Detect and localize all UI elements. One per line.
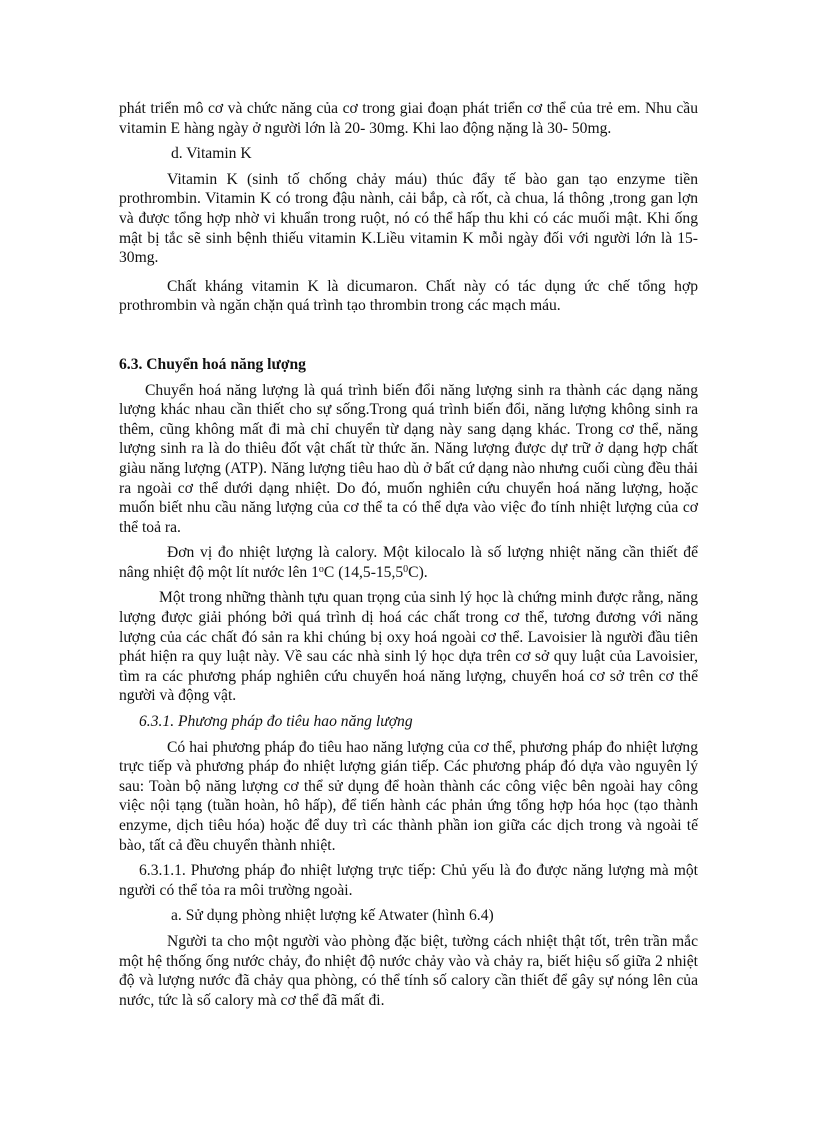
heading-vitamin-k: d. Vitamin K [171,145,252,163]
subsection-heading-measurement: 6.3.1. Phương pháp đo tiêu hao năng lượng [139,713,413,731]
paragraph-lavoisier: Một trong những thành tựu quan trọng của sinh lý học là chứng minh được rằng, năng lượng được giải phóng bởi quá trình dị hoá các chất trong cơ thể, tương đương với năng lượng của các chất đó sản ra khi chúng bị oxy hoá ngoài cơ thể. Lavoisier là người đầu tiên phát hiện ra quy luật này. Về sau các nhà sinh lý học dựa trên cơ sở quy luật của Lavoisier, tìm ra các phương pháp nghiên cứu chuyển hoá năng lượng, chuyển hoá cơ sở trên cơ thể người và động vật. [119,589,698,705]
paragraph-vitamin-e-end: phát triển mô cơ và chức năng của cơ trong giai đoạn phát triển cơ thể của trẻ em. Nhu cầu vitamin E hàng ngày ở người lớn là 20- 30mg. Khi lao động nặng là 30- 50mg. [119,100,698,137]
calorie-text-2: C (14,5-15,5 [323,563,404,581]
section-heading-energy-metabolism: 6.3. Chuyển hoá năng lượng [119,355,306,373]
calorie-text-3: C). [408,563,428,581]
paragraph-calorie-unit [119,543,698,582]
paragraph-vitamin-k: Vitamin K (sinh tố chống chảy máu) thúc đẩy tế bào gan tạo enzyme tiền prothrombin. Vitamin K có trong đậu nành, cải bắp, cà rốt, cà chua, lá thông ,trong gan lợn và được tổng hợp nhờ vi khuẩn trong ruột, nó có thể hấp thu khi có các muối mật. Khi ống mật bị tắc sẽ sinh bệnh thiếu vitamin K.Liều vitamin K mỗi ngày đối với người lớn là 15- 30mg. [119,170,698,267]
degree-sup-2: 0 [403,563,409,575]
paragraph-measurement-methods: Có hai phương pháp đo tiêu hao năng lượng của cơ thể, phương pháp đo nhiệt lượng trực tiếp và phương pháp đo nhiệt lượng gián tiếp. Các phương pháp đó dựa vào nguyên lý sau: Toàn bộ năng lượng cơ thể sử dụng để hoàn thành các công việc bên ngoài hay công việc nội tạng (tuần hoàn, hô hấp), để tiến hành các phản ứng tổng hợp hóa học (tạo thành enzyme, dịch tiêu hóa) hoặc để duy trì các thành phần ion giữa các dịch trong và ngoài tế bào, tất cả đều chuyển thành nhiệt. [119,738,698,854]
paragraph-energy-metabolism: Chuyển hoá năng lượng là quá trình biến đổi năng lượng sinh ra thành các dạng năng lượng khác nhau cần thiết cho sự sống.Trong quá trình biến đổi, năng lượng không sinh ra thêm, cũng không mất đi mà chỉ chuyển từ dạng này sang dạng khác. Trong cơ thể, năng lượng sinh ra là do thiêu đốt vật chất từ thức ăn. Năng lượng được dự trữ ở dạng hợp chất giàu năng lượng (ATP). Năng lượng tiêu hao dù ở bất cứ dạng nào nhưng cuối cùng đều thải ra ngoài cơ thể dưới dạng nhiệt. Do đó, muốn nghiên cứu chuyển hoá năng lượng, hoặc muốn biết nhu cầu năng lượng của cơ thể ta có thể dựa vào việc đo tính nhiệt lượng của cơ thể toả ra. [119,381,698,536]
calorie-text-1: Đơn vị đo nhiệt lượng là calory. Một kilocalo là số lượng nhiệt năng cần thiết để nâng nhiệt độ một lít nước lên 1 [119,544,698,581]
paragraph-direct-calorimetry: 6.3.1.1. Phương pháp đo nhiệt lượng trực tiếp: Chủ yếu là đo được năng lượng mà một người có thể tỏa ra môi trường ngoài. [119,862,698,899]
paragraph-anti-vitamin-k: Chất kháng vitamin K là dicumaron. Chất này có tác dụng ức chế tổng hợp prothrombin và ngăn chặn quá trình tạo thrombin trong các mạch máu. [119,277,698,315]
degree-sup-1: o [318,563,324,575]
paragraph-atwater-description: Người ta cho một người vào phòng đặc biệt, tường cách nhiệt thật tốt, trên trần mắc một hệ thống ống nước chảy, đo nhiệt độ nước chảy vào và chảy ra, biết hiệu số giữa 2 nhiệt độ và lượng nước đã chảy qua phòng, có thể tính số calory cần thiết để gây sự nóng lên của nước, tức là số calory mà cơ thể đã mất đi. [119,932,698,1009]
paragraph-atwater-heading: a. Sử dụng phòng nhiệt lượng kế Atwater (hình 6.4) [171,907,494,925]
